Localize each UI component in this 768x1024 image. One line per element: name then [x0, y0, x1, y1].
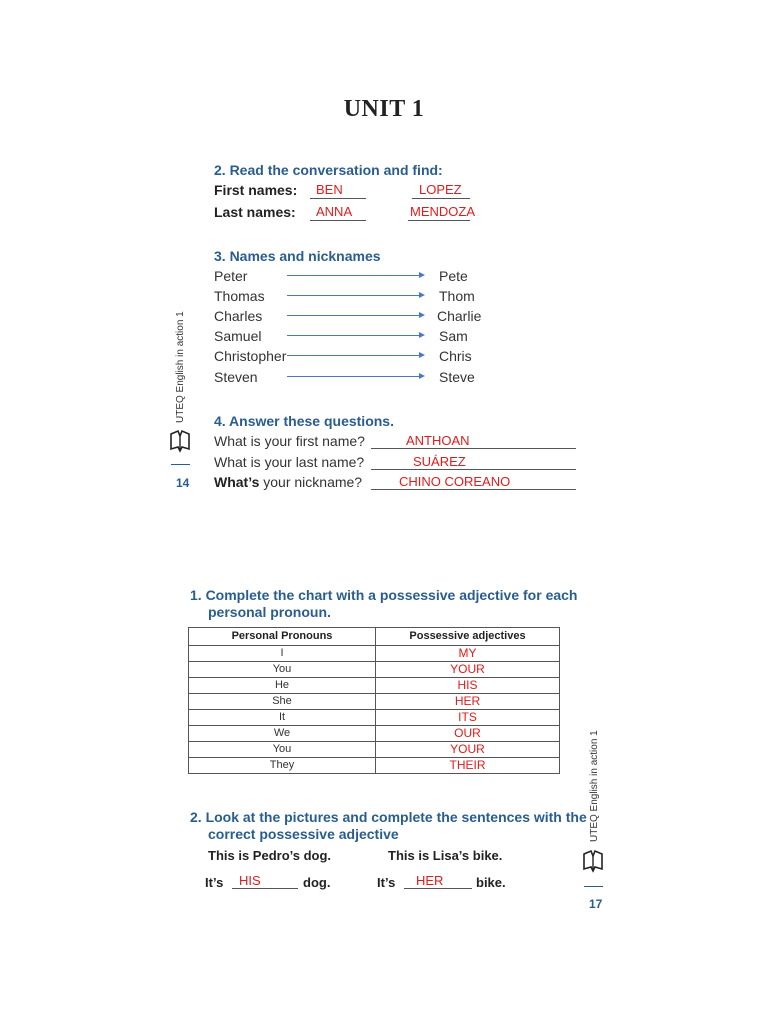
table-row	[189, 726, 560, 742]
question-last-name: What is your last name?	[214, 454, 365, 470]
column-header: Possessive adjectives	[376, 628, 560, 646]
first-name-blank-2	[412, 182, 470, 199]
adjective-cell: HER	[376, 694, 560, 710]
adjective-cell: HIS	[376, 678, 560, 694]
sentences-heading-line2: correct possessive adjective	[208, 826, 399, 842]
nick-sam: Sam	[439, 328, 468, 344]
page-title: UNIT 1	[343, 96, 425, 122]
column-header: Personal Pronouns	[189, 628, 376, 646]
adjective-cell: YOUR	[376, 742, 560, 758]
pronoun-cell: He	[189, 678, 376, 694]
table-row	[189, 758, 560, 774]
fill1-blank	[232, 873, 298, 889]
adjective-cell: THEIR	[376, 758, 560, 774]
last-names-label: Last names:	[214, 204, 296, 220]
table-row	[189, 710, 560, 726]
book-icon	[168, 428, 192, 459]
sentence-pedro: This is Pedro’s dog.	[208, 848, 332, 863]
first-names-label: First names:	[214, 182, 298, 198]
sentence-lisa: This is Lisa’s bike.	[388, 848, 503, 863]
arrow-icon	[287, 355, 423, 356]
table-row	[189, 646, 560, 662]
pronoun-cell: You	[189, 742, 376, 758]
pronoun-cell: It	[189, 710, 376, 726]
chart-heading-line1: 1. Complete the chart with a possessive adjective for each	[190, 587, 578, 603]
question-nickname-rest: your nickname?	[259, 474, 363, 490]
pronoun-cell: You	[189, 662, 376, 678]
fill2-post: bike.	[476, 875, 506, 890]
name-peter: Peter	[214, 268, 248, 284]
page-divider	[171, 464, 190, 465]
table-row	[189, 662, 560, 678]
last-name-blank-2	[408, 204, 475, 221]
adjective-cell: ITS	[376, 710, 560, 726]
table-row	[189, 678, 560, 694]
q2-heading: 2. Read the conversation and find:	[214, 162, 443, 178]
arrow-icon	[287, 315, 423, 316]
fill1-answer: HIS	[239, 873, 261, 888]
chart-heading-line2: personal pronoun.	[208, 604, 331, 620]
answer-nickname: CHINO COREANO	[399, 474, 511, 489]
answer-last-name: SUÁREZ	[413, 454, 466, 469]
page-divider	[584, 886, 603, 887]
answer-blank-last-name	[371, 454, 576, 470]
fill2-pre: It’s	[377, 875, 396, 890]
question-nickname-bold: What’s	[214, 474, 260, 490]
name-charles: Charles	[214, 308, 263, 324]
pronoun-cell: I	[189, 646, 376, 662]
last-name-blank-1	[310, 204, 366, 221]
fill2-blank	[404, 873, 472, 889]
q3-heading: 3. Names and nicknames	[214, 248, 381, 264]
adjective-cell: OUR	[376, 726, 560, 742]
pronoun-cell: We	[189, 726, 376, 742]
fill1-post: dog.	[303, 875, 331, 890]
table-row	[189, 694, 560, 710]
name-samuel: Samuel	[214, 328, 262, 344]
nick-chris: Chris	[439, 348, 472, 364]
arrow-icon	[287, 275, 423, 276]
possessive-table	[188, 627, 560, 774]
name-steven: Steven	[214, 369, 258, 385]
page-number-14: 14	[176, 476, 190, 490]
arrow-icon	[287, 335, 423, 336]
arrow-icon	[287, 295, 423, 296]
last-name-answer-1: ANNA	[316, 204, 353, 219]
pronoun-cell: She	[189, 694, 376, 710]
answer-blank-first-name	[371, 433, 576, 449]
question-nickname	[214, 474, 362, 490]
question-first-name: What is your first name?	[214, 433, 365, 449]
pronoun-cell: They	[189, 758, 376, 774]
adjective-cell: MY	[376, 646, 560, 662]
side-label: UTEQ English in action 1	[175, 311, 186, 423]
sentences-heading-line1: 2. Look at the pictures and complete the sentences with the	[190, 809, 587, 825]
table-row	[189, 742, 560, 758]
nick-pete: Pete	[439, 268, 468, 284]
first-name-answer-2: LOPEZ	[419, 182, 462, 197]
page-number-17: 17	[589, 897, 603, 911]
q4-heading: 4. Answer these questions.	[214, 413, 394, 429]
nick-charlie: Charlie	[437, 308, 482, 324]
answer-first-name: ANTHOAN	[406, 433, 470, 448]
fill1-pre: It’s	[205, 875, 224, 890]
first-name-answer-1: BEN	[316, 182, 343, 197]
name-thomas: Thomas	[214, 288, 265, 304]
nick-steve: Steve	[439, 369, 475, 385]
fill2-answer: HER	[416, 873, 444, 888]
name-christopher: Christopher	[214, 348, 287, 364]
arrow-icon	[287, 376, 423, 377]
first-name-blank-1	[310, 182, 366, 199]
side-label: UTEQ English in action 1	[589, 730, 600, 842]
book-icon	[581, 848, 605, 879]
nick-thom: Thom	[439, 288, 475, 304]
adjective-cell: YOUR	[376, 662, 560, 678]
table-header-row	[189, 628, 560, 646]
last-name-answer-2: MENDOZA	[410, 204, 475, 219]
answer-blank-nickname	[371, 474, 576, 490]
